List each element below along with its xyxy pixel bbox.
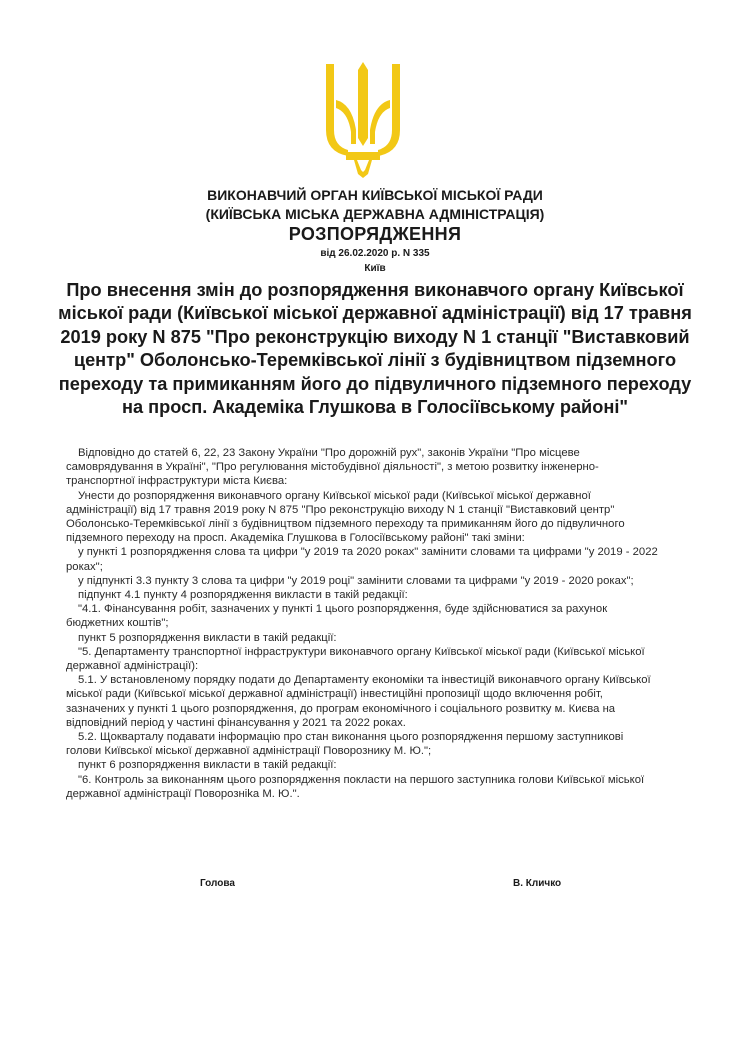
organization-subname: (КИЇВСЬКА МІСЬКА ДЕРЖАВНА АДМІНІСТРАЦІЯ) bbox=[205, 206, 545, 222]
paragraph: Унести до розпорядження виконавчого органу Київської міської ради (Київської міської державної адміністрації) від 17 травня 2019 року N 875 "Про реконструкцію виходу N 1 станції "Виставковий центр" Оболонсько-Теремківської лінії з будівництвом підземного переходу та примиканням його до підвуличного підземного переходу на просп. Академіка Глушкова в Голосіївському районі" такі зміни: bbox=[66, 489, 625, 545]
paragraph: Відповідно до статей 6, 22, 23 Закону України "Про дорожній рух", законів України "Про місцеве самоврядування в Україні", "Про регулювання містобудівної діяльності", з метою розвитку інженерно-транспортної інфраструктури міста Києва: bbox=[66, 447, 599, 488]
paragraph: 5.1. У встановленому порядку подати до Департаменту економіки та інвестицій виконавчого органу Київської міської ради (Київської міської державної адміністрації) інвестиційні пропозиції щодо включення робіт, зазначених у пункті 1 цього розпорядження, до програм економічного і соціального розвитку м. Києва на відповідний період у частині фінансування у 2021 та 2022 роках. bbox=[66, 674, 651, 729]
document-type: РОЗПОРЯДЖЕННЯ bbox=[288, 224, 462, 244]
paragraph: "6. Контроль за виконанням цього розпорядження покласти на першого заступника голови Київської міської державної адміністрації Поворознika М. Ю.". bbox=[66, 773, 645, 800]
document-number: від 26.02.2020 р. N 335 bbox=[320, 248, 430, 259]
document-city: Київ bbox=[364, 263, 386, 274]
paragraph: підпункт 4.1 пункту 4 розпорядження викласти в такій редакції: bbox=[78, 589, 408, 602]
signature-name: В. Кличко bbox=[513, 878, 562, 889]
paragraph: пункт 5 розпорядження викласти в такій редакції: bbox=[78, 631, 337, 644]
organization-name: ВИКОНАВЧИЙ ОРГАН КИЇВСЬКОЇ МІСЬКОЇ РАДИ bbox=[207, 187, 543, 203]
paragraph: "4.1. Фінансування робіт, зазначених у пункті 1 цього розпорядження, буде здійснюватися за рахунок бюджетних коштів"; bbox=[66, 603, 608, 630]
paragraph: пункт 6 розпорядження викласти в такій редакції: bbox=[78, 759, 337, 772]
paragraph: 5.2. Щокварталу подавати інформацію про стан виконання цього розпорядження першому заступникові голови Київської міської державної адміністрації Поворознику М. Ю."; bbox=[66, 731, 624, 758]
tryzub-icon bbox=[318, 60, 408, 180]
paragraph: "5. Департаменту транспортної інфраструктури виконавчого органу Київської міської ради (Київської міської державної адміністрації): bbox=[66, 645, 645, 673]
signature-position: Голова bbox=[200, 878, 235, 889]
document-title: Про внесення змін до розпорядження виконавчого органу Київської міської ради (Київської міської державної адміністрації) від 17 травня 2019 року N 875 "Про реконструкцію виходу N 1 станції "Виставковий центр" Оболонсько-Теремківської лінії з будівництвом підземного переходу та примиканням його до підвуличного підземного переходу на просп. Академіка Глушкова в Голосіївському районі" bbox=[58, 280, 692, 418]
paragraph: у пункті 1 розпорядження слова та цифри "у 2019 та 2020 роках" замінити словами та цифрами "у 2019 - 2022 роках"; bbox=[66, 546, 658, 573]
paragraph: у підпункті 3.3 пункту 3 слова та цифри "у 2019 році" замінити словами та цифрами "у 2019 - 2020 роках"; bbox=[78, 574, 634, 587]
document-body bbox=[66, 446, 660, 801]
